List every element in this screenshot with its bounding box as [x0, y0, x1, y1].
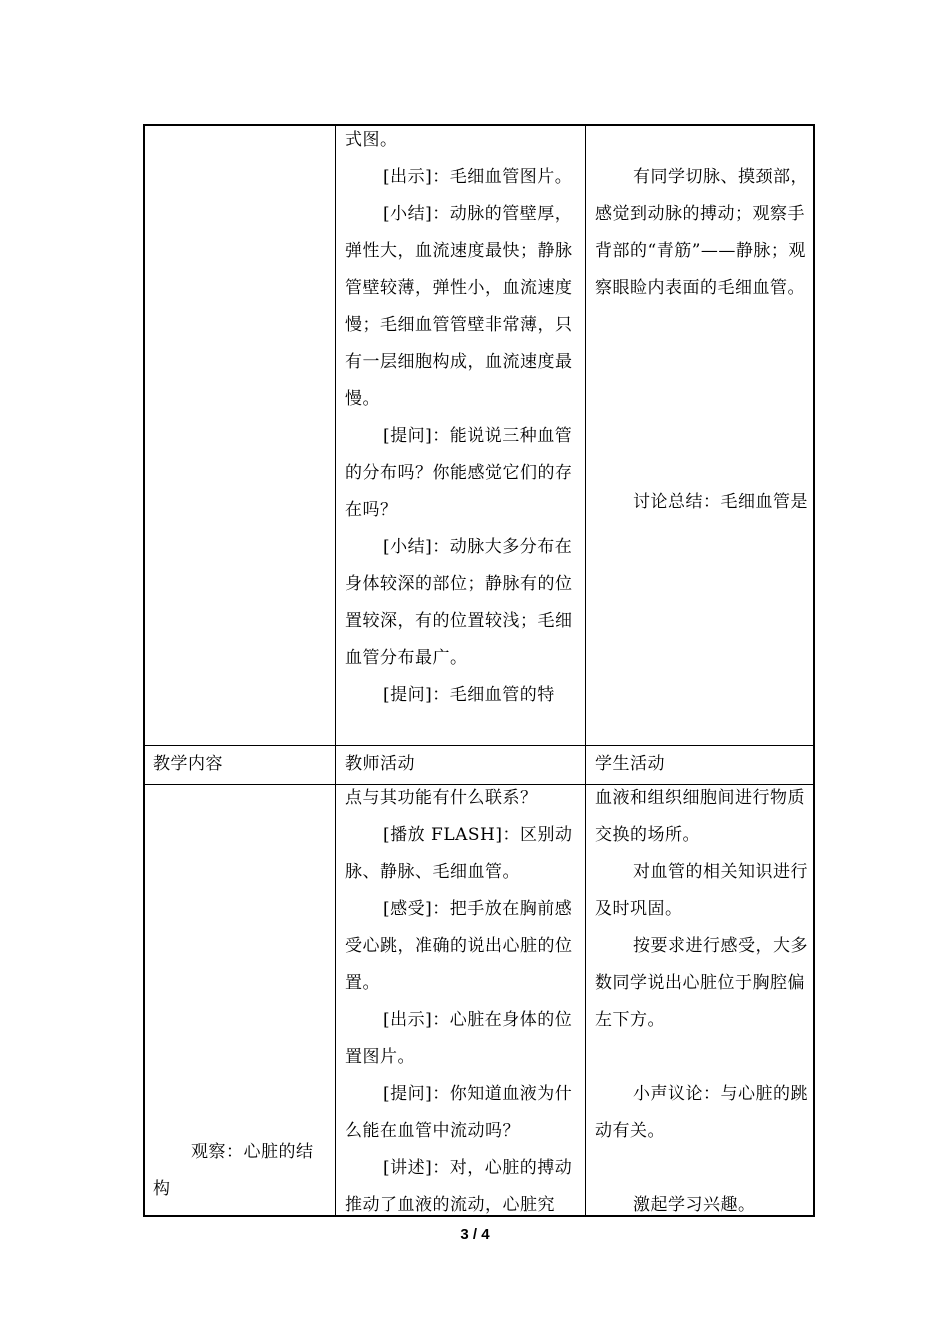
bottom-content-cell: [153, 1134, 329, 1208]
bottom-teacher-line-4: [提问]：你知道血液为什么能在血管中流动吗？: [345, 1084, 573, 1141]
top-student-text-b: 讨论总结：毛细血管是: [633, 492, 808, 512]
bottom-teacher-line-2: [感受]：把手放在胸前感受心跳，准确的说出心脏的位置。: [345, 899, 573, 993]
top-teacher-cell: [345, 122, 579, 714]
bottom-teacher-line-3: [出示]：心脏在身体的位置图片。: [345, 1010, 573, 1067]
bottom-student-text-4: 小声议论：与心脏的跳动有关。: [595, 1084, 808, 1141]
lesson-table: [143, 124, 815, 1217]
bottom-student-text-3: 按要求进行感受，大多数同学说出心脏位于胸腔偏左下方。: [595, 936, 808, 1030]
bottom-content-text: 观察：心脏的结构: [153, 1142, 314, 1199]
top-student-cell-b: [595, 484, 811, 521]
bottom-student-gap-2: [595, 1150, 811, 1187]
bottom-teacher-cell: [345, 780, 579, 1224]
column-divider-1: [335, 126, 336, 1215]
top-student-cell: [595, 159, 811, 307]
top-teacher-line-3: [提问]：能说说三种血管的分布吗？你能感觉它们的存在吗？: [345, 426, 573, 520]
header-student-activity: 学生活动: [595, 754, 665, 774]
top-teacher-line-5: [提问]：毛细血管的特: [383, 685, 555, 705]
bottom-student-text-5: 激起学习兴趣。: [633, 1195, 756, 1215]
row-divider-header-top: [145, 745, 813, 746]
header-teaching-content: 教学内容: [153, 754, 223, 774]
bottom-teacher-line-5: [讲述]：对，心脏的搏动推动了血液的流动，心脏究: [345, 1158, 573, 1215]
top-student-text-a: 有同学切脉、摸颈部，感觉到动脉的搏动；观察手背部的“青筋”——静脉；观察眼睑内表面的毛细血管。: [595, 167, 808, 298]
header-teacher-activity: 教师活动: [345, 754, 415, 774]
bottom-student-text-1: 血液和组织细胞间进行物质交换的场所。: [595, 788, 805, 845]
bottom-student-gap-1: [595, 1039, 811, 1076]
page-number: 3 / 4: [460, 1226, 490, 1243]
bottom-student-text-2: 对血管的相关知识进行及时巩固。: [595, 862, 808, 919]
top-teacher-line-2: [小结]：动脉的管壁厚，弹性大，血流速度最快；静脉管壁较薄，弹性小，血流速度慢；毛细血管管壁非常薄，只有一层细胞构成，血流速度最慢。: [345, 204, 573, 409]
top-teacher-line-4: [小结]：动脉大多分布在身体较深的部位；静脉有的位置较深，有的位置较浅；毛细血管分布最广。: [345, 537, 573, 668]
bottom-teacher-line-0: 点与其功能有什么联系？: [345, 788, 538, 808]
top-teacher-line-1: [出示]：毛细血管图片。: [383, 167, 573, 187]
top-teacher-line-0: 式图。: [345, 130, 398, 150]
column-divider-2: [585, 126, 586, 1215]
bottom-student-cell: [595, 780, 811, 1224]
bottom-teacher-line-1: [播放 FLASH]：区别动脉、静脉、毛细血管。: [345, 825, 573, 882]
